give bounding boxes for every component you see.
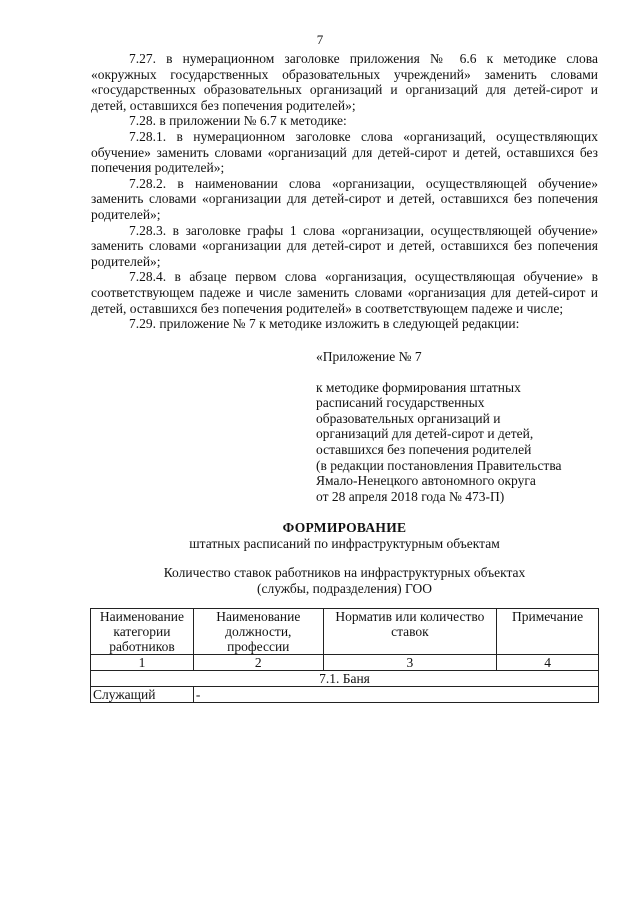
section-title: 7.1. Баня [91, 671, 599, 687]
appendix-line: Ямало-Ненецкого автономного округа [316, 473, 536, 489]
column-number: 2 [193, 655, 323, 671]
appendix-line: расписаний государственных [316, 395, 485, 411]
table-row [91, 687, 599, 703]
paragraph-7-28-4: 7.28.4. в абзаце первом слова «организация, осуществляющая обучение» в соответствующем падеже и числе заменить словами «организация для детей-сирот и детей, оставшихся без попечения родителей» в соответствующем падеже и числе; [91, 269, 598, 316]
table-caption-line: (службы, подразделения) ГОО [256, 580, 432, 596]
paragraph-7-28-1: 7.28.1. в нумерационном заголовке слова «организаций, осуществляющих обучение» заменить словами «организаций для детей-сирот и детей, оставшихся без попечения родителей»; [91, 128, 598, 176]
header-note: Примечание [497, 609, 599, 655]
appendix-title: «Приложение № 7 [316, 349, 422, 364]
cell-position: - [193, 687, 598, 703]
table-section-row [91, 671, 599, 687]
staffing-table [90, 608, 599, 703]
paragraph-7-29: 7.29. приложение № 7 к методике изложить в следующей редакции: [129, 316, 520, 332]
column-number: 1 [91, 655, 194, 671]
header-category: Наименование категории работников [91, 609, 194, 655]
appendix-line: образовательных организаций и [316, 410, 501, 426]
appendix-line: к методике формирования штатных [316, 379, 521, 395]
document-body [91, 51, 598, 332]
paragraph-7-28: 7.28. в приложении № 6.7 к методике: [129, 113, 347, 129]
appendix-line: от 28 апреля 2018 года № 473-П) [316, 488, 505, 504]
page-number: 7 [316, 32, 324, 47]
table-caption [91, 565, 598, 596]
paragraph-7-28-2: 7.28.2. в наименовании слова «организации, осуществляющей обучение» заменить словами «организации для детей-сирот и детей, оставшихся без попечения родителей»; [91, 175, 598, 222]
column-number: 4 [497, 655, 599, 671]
appendix-line: оставшихся без попечения родителей [316, 441, 532, 457]
table-caption-line: Количество ставок работников на инфраструктурных объектах [163, 565, 526, 580]
document-heading: ФОРМИРОВАНИЕ [282, 520, 407, 535]
paragraph-7-28-3: 7.28.3. в заголовке графы 1 слова «организации, осуществляющей обучение» заменить словами «организации для детей-сирот и детей, оставшихся без попечения родителей»; [91, 222, 598, 269]
cell-category: Служащий [91, 687, 194, 703]
appendix-block [316, 349, 606, 504]
document-subheading: штатных расписаний по инфраструктурным объектам [189, 536, 500, 551]
table-header-row [91, 609, 599, 655]
appendix-line: (в редакции постановления Правительства [316, 457, 562, 473]
table-number-row [91, 655, 599, 671]
header-norm: Норматив или количество ставок [323, 609, 496, 655]
column-number: 3 [323, 655, 496, 671]
header-position: Наименование должности, профессии [193, 609, 323, 655]
paragraph-7-27: 7.27. в нумерационном заголовке приложения № 6.6 к методике слова «окружных государственных образовательных учреждений» заменить словами «государственных образовательных организаций и организаций для детей-сирот и детей, оставшихся без попечения родителей»; [91, 51, 598, 113]
appendix-line: организаций для детей-сирот и детей, [316, 426, 534, 442]
